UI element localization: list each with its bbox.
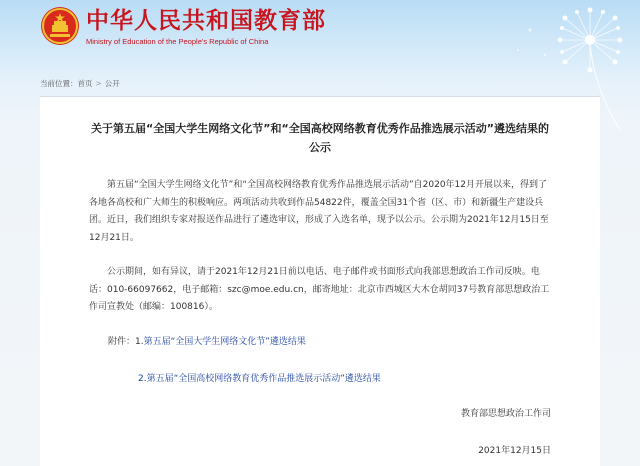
article-title: 关于第五届“全国大学生网络文化节”和“全国高校网络教育优秀作品推选展示活动”遴选结果的公示 (91, 122, 549, 154)
article-panel (40, 97, 600, 466)
signature: 教育部思想政治工作司 (460, 409, 551, 419)
attachment-1-row (108, 335, 306, 349)
attachment-2-link[interactable] (138, 374, 381, 384)
breadcrumb-current-link[interactable]: 公开 (104, 79, 120, 88)
breadcrumb (40, 78, 120, 90)
attachment-2-text: 第五届“全国高校网络教育优秀作品推选展示活动”遴选结果 (146, 374, 381, 384)
breadcrumb-label: 当前位置： (40, 79, 78, 88)
paragraph-2-text: 公示期间，如有异议，请于2021年12月21日前以电话、电子邮件或书面形式向我部思想政治工作司反映。电话：010-66097662，电子邮箱：szc@moe.edu.cn，邮寄地址：北京市西城区大木仓胡同37号教育部思想政治工作司宣教处（邮编：100816）。 (89, 267, 550, 312)
article-paragraph-1 (89, 177, 551, 247)
paragraph-1-text: 第五届“全国大学生网络文化节”和“全国高校网络教育优秀作品推选展示活动”自2020年12月开展以来，得到了各地各高校和广大师生的积极响应。两项活动共收到作品54822件，覆盖全国31个省（区、市）和新疆生产建设兵团。近日，我们组织专家对报送作品进行了遴选审议，形成了入选名单，现予以公示。公示期为2021年12月15日至12月21日。 (89, 180, 549, 243)
breadcrumb-home-link[interactable]: 首页 (77, 79, 93, 88)
breadcrumb-separator: > (95, 79, 102, 88)
attachment-2-prefix: 2. (138, 374, 147, 384)
article-paragraph-2 (89, 264, 551, 317)
national-emblem-icon (40, 6, 80, 46)
site-subtitle: Ministry of Education of the People's Republic of China (86, 37, 269, 46)
site-title: 中华人民共和国教育部 (86, 8, 326, 34)
attachment-2-row (138, 372, 381, 386)
attachment-prefix: 附件：1. (108, 337, 144, 347)
site-header (0, 0, 640, 80)
attachment-1-link[interactable]: 第五届“全国大学生网络文化节”遴选结果 (143, 337, 306, 347)
publish-date: 2021年12月15日 (478, 446, 551, 456)
